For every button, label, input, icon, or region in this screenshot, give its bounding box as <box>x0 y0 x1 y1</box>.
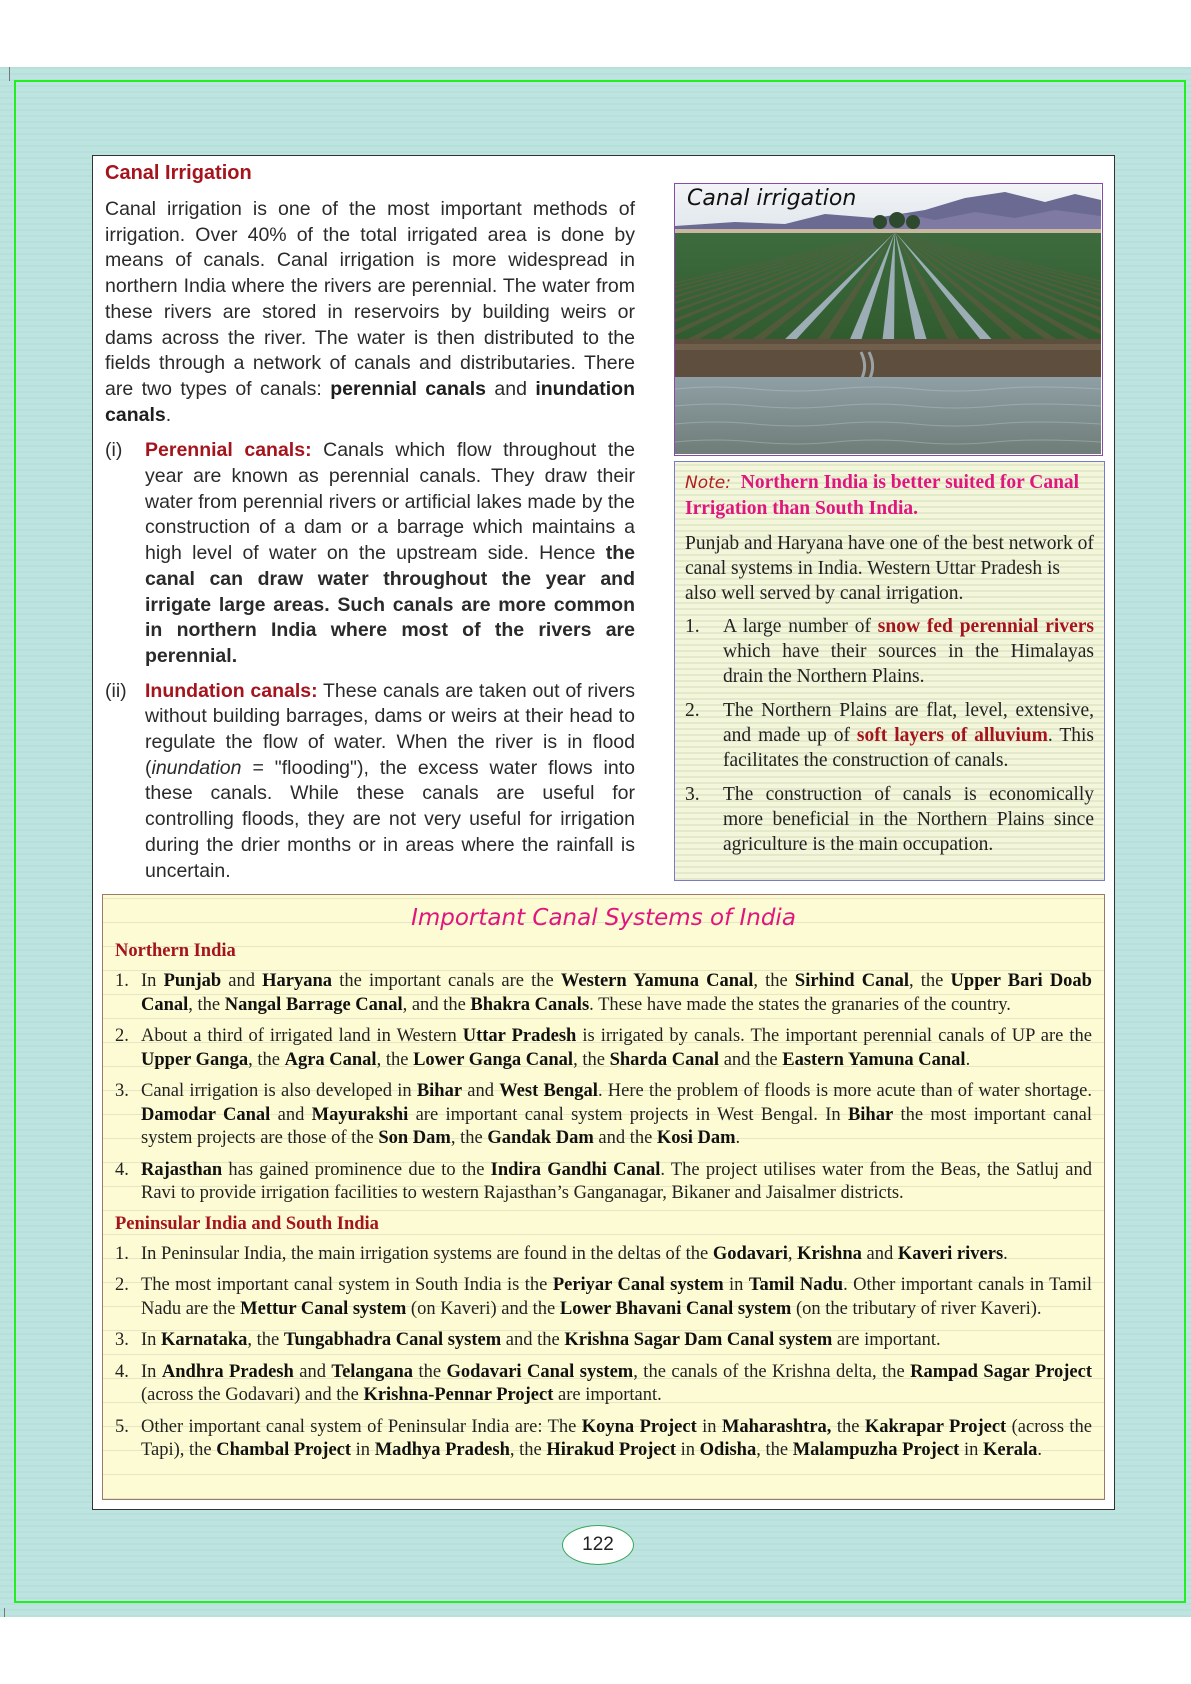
highlight-text: soft layers of alluvium <box>856 725 1048 746</box>
item-number: 1. <box>115 971 129 991</box>
text-run: In <box>141 971 164 991</box>
canal-list <box>115 970 1092 1206</box>
item-number: 2. <box>115 1275 129 1295</box>
key-term: Kosi Dam <box>656 1128 736 1148</box>
key-term: Bihar <box>416 1081 463 1101</box>
key-term: Son Dam <box>378 1128 451 1148</box>
item-body <box>723 782 1094 857</box>
text-run: Canals which flow throughout the year are known as perennial canals. They draw their water from perennial rivers or artificial lakes made by the construction of a dam or a barrage which maintains a high level of water on the upstream side. Hence <box>145 439 635 565</box>
regions-container <box>115 941 1092 1463</box>
note-point <box>685 782 1094 857</box>
canal-list-item <box>115 1361 1092 1408</box>
key-term: Agra Canal <box>284 1049 377 1070</box>
canal-irrigation-photo <box>674 183 1103 456</box>
item-number: 2. <box>115 1026 129 1046</box>
text-run: and the <box>501 1330 565 1350</box>
text-run: In <box>141 1361 162 1382</box>
region-section <box>115 1214 1092 1463</box>
canal-list-item <box>115 1416 1092 1463</box>
content-panel <box>92 155 1115 1510</box>
note-title <box>685 470 1094 521</box>
item-body <box>141 1361 1092 1408</box>
text-run: . Here the problem of floods is more acute than of water shortage. <box>597 1081 1093 1101</box>
key-term: Rajasthan <box>141 1159 223 1180</box>
key-term: Uttar Pradesh <box>462 1026 577 1046</box>
key-term: Nangal Barrage Canal <box>224 994 403 1015</box>
key-term: Godavari <box>712 1243 788 1264</box>
text-run: the <box>831 1416 865 1437</box>
text-run: and <box>293 1361 332 1382</box>
text-run: , the <box>573 1049 610 1070</box>
canal-list <box>115 1243 1092 1463</box>
item-body <box>141 1274 1092 1321</box>
text-run: and the <box>719 1049 783 1070</box>
text-run: . Other important canals in Tamil Nadu are the <box>141 1275 1093 1319</box>
text-run: . <box>165 403 172 426</box>
note-label: Note <box>685 473 726 493</box>
canal-list-item <box>115 1274 1092 1321</box>
key-term: Tamil Nadu <box>748 1275 844 1295</box>
text-run: is irrigated by canals. The important perennial canals of UP are the <box>576 1026 1092 1046</box>
key-term: West Bengal <box>499 1081 598 1101</box>
text-run: and the <box>593 1128 657 1148</box>
key-term: Gandak Dam <box>487 1128 594 1148</box>
canal-irrigation-section <box>105 162 635 893</box>
photo-caption: Canal irrigation <box>687 186 857 211</box>
key-term: Lower Ganga Canal <box>413 1049 574 1070</box>
text-run: in <box>696 1416 722 1437</box>
key-term: Indira Gandhi Canal <box>490 1159 661 1180</box>
item-body <box>141 1159 1092 1206</box>
region-section <box>115 941 1092 1206</box>
intro-paragraph <box>105 197 635 428</box>
key-term: Rampad Sagar Project <box>910 1361 1092 1382</box>
canal-list-item <box>115 1243 1092 1267</box>
key-term: Tungabhadra Canal system <box>283 1330 502 1350</box>
item-number: 5. <box>115 1416 129 1437</box>
text-run: are important. <box>553 1385 662 1405</box>
key-term: Periyar Canal system <box>552 1275 724 1295</box>
item-number: (i) <box>105 439 123 462</box>
text-run: , the <box>909 971 951 991</box>
canal-list-item <box>115 970 1092 1017</box>
text-run: (on the tributary of river Kaveri). <box>791 1298 1042 1319</box>
section-heading: Canal Irrigation <box>105 162 252 184</box>
key-term: Koyna Project <box>581 1416 697 1437</box>
text-run: the most important canal system projects are those of the <box>141 1104 1092 1148</box>
text-run: In <box>141 1330 162 1350</box>
key-term: Mettur Canal system <box>240 1298 407 1319</box>
key-term: Karnataka <box>161 1330 248 1350</box>
item-body <box>723 698 1094 773</box>
canal-list-item <box>115 1025 1092 1072</box>
key-term: Malampuzha Project <box>792 1440 960 1460</box>
item-number: 3. <box>685 784 700 805</box>
text-run: in <box>959 1440 983 1460</box>
text-run: . <box>965 1049 971 1070</box>
text-run: , the <box>753 971 795 991</box>
text-run: = "flooding"), the excess water flows into these canals. While these canals are useful for controlling floods, they are not very useful for irrigation during the drier months or in areas where the rainfall is uncertain. <box>145 756 635 882</box>
canal-type-term: Inundation canals: <box>145 679 318 702</box>
key-term: Upper Ganga <box>141 1049 249 1070</box>
text-run: . <box>1037 1440 1043 1460</box>
text-run: the <box>413 1361 447 1382</box>
item-number: 4. <box>115 1159 129 1180</box>
key-term: Sirhind Canal <box>794 971 910 991</box>
key-term: Lower Bhavani Canal system <box>559 1298 792 1319</box>
key-term: Krishna <box>797 1243 862 1264</box>
region-heading: Northern India <box>115 941 236 961</box>
key-term: Krishna Sagar Dam Canal system <box>564 1330 833 1350</box>
item-body <box>141 970 1092 1017</box>
item-body <box>141 1416 1092 1463</box>
key-term: perennial canals <box>330 377 486 400</box>
key-term: Upper Bari Doab Canal <box>141 971 1092 1015</box>
key-term: Godavari Canal system <box>446 1361 634 1382</box>
key-term: inundation canals <box>105 377 635 426</box>
italic-term: inundation <box>151 756 242 779</box>
text-run: , the <box>509 1440 547 1460</box>
item-number: 2. <box>685 700 700 721</box>
item-body <box>141 1025 1092 1072</box>
text-run: In Peninsular India, the main irrigation systems are found in the deltas of the <box>141 1243 713 1264</box>
text-run: in <box>723 1275 749 1295</box>
region-heading: Peninsular India and South India <box>115 1213 379 1234</box>
canal-types-list <box>105 438 635 884</box>
canal-systems-title: Important Canal Systems of India <box>411 905 796 931</box>
item-body <box>145 679 635 885</box>
note-box <box>674 461 1105 881</box>
text-run: and <box>486 377 536 400</box>
text-run: These canals are taken out of rivers without building barrages, dams or weirs at their head to regulate the flow of water. When the river is in flood ( <box>145 679 636 779</box>
item-number: 3. <box>115 1081 129 1101</box>
note-title-text: Northern India is better suited for Canal Irrigation than South India. <box>685 472 1080 519</box>
item-number: (ii) <box>105 679 127 702</box>
item-body <box>723 614 1094 689</box>
text-run: , <box>787 1243 798 1264</box>
key-term: Krishna-Pennar Project <box>363 1385 554 1405</box>
key-term: Odisha <box>699 1440 757 1460</box>
key-term: Maharashtra, <box>721 1416 832 1437</box>
key-term: Chambal Project <box>216 1440 352 1460</box>
text-run: About a third of irrigated land in Western <box>141 1026 463 1046</box>
text-run: , the <box>188 994 225 1015</box>
text-run: A large number of <box>723 616 878 637</box>
text-run: the important canals are the <box>332 971 561 991</box>
text-run: Canal irrigation is also developed in <box>141 1081 417 1101</box>
item-number: 1. <box>685 616 700 637</box>
item-body <box>145 438 635 669</box>
text-run: The Northern Plains are flat, level, extensive, and made up of <box>723 700 1094 746</box>
key-term: Bihar <box>847 1104 894 1125</box>
text-run: , and the <box>402 994 471 1015</box>
item-body <box>141 1080 1092 1151</box>
highlight-text: snow fed perennial rivers <box>877 616 1094 637</box>
text-run: are important canal system projects in West Bengal. In <box>408 1104 848 1125</box>
text-run: are important. <box>832 1330 941 1350</box>
key-term: Madhya Pradesh <box>374 1440 510 1460</box>
canal-type-term: Perennial canals: <box>145 439 312 462</box>
text-run: in <box>676 1440 700 1460</box>
photo-illustration <box>675 184 1101 454</box>
page-bottom-margin <box>0 1617 1191 1684</box>
text-run: which have their sources in the Himalayas drain the Northern Plains. <box>723 641 1094 687</box>
canal-list-item <box>115 1329 1092 1353</box>
crop-mark <box>9 67 10 81</box>
note-paragraph: Punjab and Haryana have one of the best network of canal systems in India. Western Uttar Pradesh is also well served by canal irrigation. <box>685 533 1094 604</box>
canal-type-item <box>105 679 635 885</box>
text-run: (across the Godavari) and the <box>141 1385 364 1405</box>
item-number: 1. <box>115 1243 129 1264</box>
key-term: Eastern Yamuna Canal <box>782 1049 966 1070</box>
canal-list-item <box>115 1080 1092 1151</box>
key-term: Hirakud Project <box>546 1440 676 1460</box>
text-run: and <box>270 1104 312 1125</box>
text-run: , the <box>376 1049 414 1070</box>
item-body <box>141 1243 1092 1267</box>
key-term: Damodar Canal <box>141 1104 271 1125</box>
canal-systems-box <box>102 894 1105 1500</box>
canal-list-item <box>115 1159 1092 1206</box>
text-run: . The project utilises water from the Beas, the Satluj and Ravi to provide irrigation facilities to western Rajasthan’s Ganganagar, Bikaner and Jaisalmer districts. <box>141 1159 1092 1203</box>
item-number: 3. <box>115 1330 129 1350</box>
text-run: The construction of canals is economically more beneficial in the Northern Plains since agriculture is the main occupation. <box>723 784 1094 855</box>
text-run: The most important canal system in South India is the <box>141 1275 553 1295</box>
text-run: , the <box>247 1330 284 1350</box>
text-run: (on Kaveri) and the <box>406 1298 560 1319</box>
text-run: , the canals of the Krishna delta, the <box>633 1361 911 1382</box>
key-term: Bhakra Canals <box>470 994 590 1015</box>
key-term: Haryana <box>262 971 333 991</box>
text-run: . These have made the states the granaries of the country. <box>589 994 1011 1015</box>
text-run: , the <box>756 1440 793 1460</box>
text-run: has gained prominence due to the <box>222 1159 491 1180</box>
key-term: Telangana <box>331 1361 413 1382</box>
text-run: , the <box>450 1128 488 1148</box>
text-run: , the <box>248 1049 285 1070</box>
text-run: and <box>462 1081 500 1101</box>
item-body <box>141 1329 1092 1353</box>
note-point <box>685 614 1094 689</box>
text-run: and <box>861 1243 898 1264</box>
key-term: Punjab <box>163 971 222 991</box>
page-number: 122 <box>562 1525 634 1565</box>
note-colon: : <box>725 473 731 493</box>
note-points-list <box>685 614 1094 857</box>
key-term: Andhra Pradesh <box>161 1361 294 1382</box>
key-term: Mayurakshi <box>311 1104 409 1125</box>
key-term: Sharda Canal <box>609 1049 720 1070</box>
key-term: Kaveri rivers <box>897 1243 1004 1264</box>
note-point <box>685 698 1094 773</box>
text-run: Canal irrigation is one of the most important methods of irrigation. Over 40% of the total irrigated area is done by means of canals. Canal irrigation is more widespread in northern India where the rivers are perennial. The water from these rivers are stored in reservoirs by building weirs or dams across the river. The water is then distributed to the fields through a network of canals and distributaries. There are two types of canals: <box>105 198 635 400</box>
key-term: Kerala <box>982 1440 1038 1460</box>
item-number: 4. <box>115 1361 129 1382</box>
text-run: . This facilitates the construction of canals. <box>723 725 1094 771</box>
text-run: Other important canal system of Peninsular India are: The <box>141 1416 582 1437</box>
key-term: Kakrapar Project <box>864 1416 1007 1437</box>
text-run: in <box>351 1440 375 1460</box>
text-run: . <box>1003 1243 1008 1264</box>
canal-type-item <box>105 438 635 669</box>
text-run: . <box>735 1128 741 1148</box>
text-run: (across the Tapi), the <box>141 1416 1093 1460</box>
text-run: and <box>221 971 263 991</box>
key-term: Western Yamuna Canal <box>560 971 754 991</box>
emphasis-text: the canal can draw water throughout the year and irrigate large areas. Such canals are more common in northern India where most of the rivers are perennial. <box>145 542 635 667</box>
